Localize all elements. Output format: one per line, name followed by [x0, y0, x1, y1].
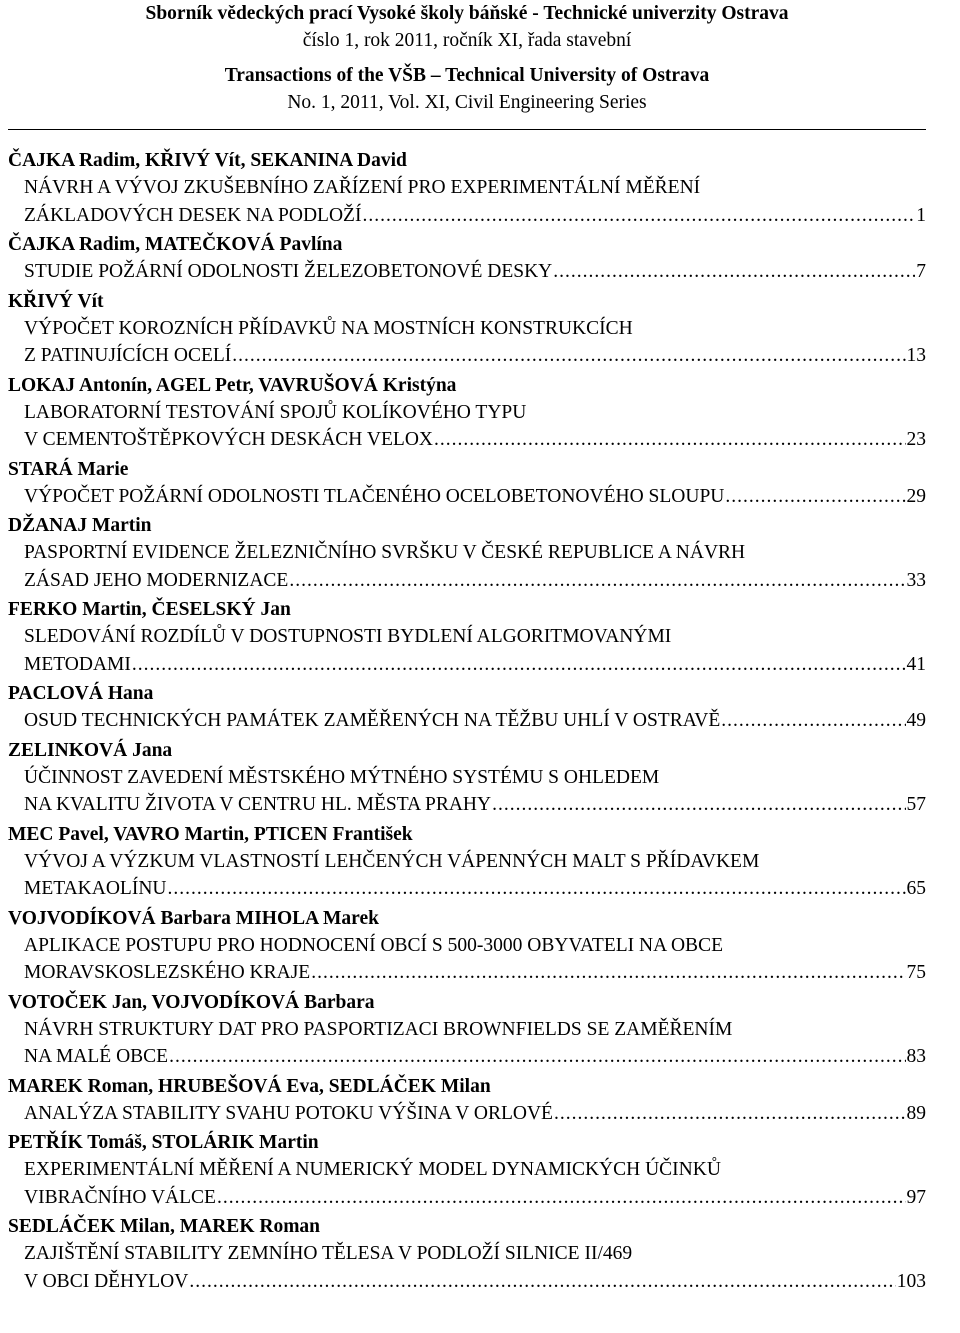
toc-entry-title-line: [8, 342, 926, 370]
toc-entry-page-number: 41: [906, 653, 926, 675]
toc-entry-title-text: OSUD TECHNICKÝCH PAMÁTEK ZAMĚŘENÝCH NA TĚŽBU UHLÍ V OSTRAVĚ: [24, 710, 721, 731]
toc-entry: [8, 1073, 926, 1128]
toc-entry-title-line: [8, 707, 926, 735]
toc-entry-title-line: NÁVRH A VÝVOJ ZKUŠEBNÍHO ZAŘÍZENÍ PRO EXPERIMENTÁLNÍ MĚŘENÍ: [24, 177, 701, 198]
toc-entry-page-number: 89: [906, 1102, 926, 1124]
toc-entry-title-line: PASPORTNÍ EVIDENCE ŽELEZNIČNÍHO SVRŠKU V ČESKÉ REPUBLICE A NÁVRH: [24, 542, 746, 563]
toc-entry-page-number: 65: [906, 878, 926, 899]
header-divider: [8, 129, 926, 130]
dot-leader: [168, 875, 906, 903]
toc-entry-title-line: LABORATORNÍ TESTOVÁNÍ SPOJŮ KOLÍKOVÉHO TYPU: [24, 401, 527, 423]
toc-entry-title-text: V CEMENTOŠTĚPKOVÝCH DESKÁCH VELOX: [24, 429, 433, 450]
toc-entry-title-line: [8, 1184, 926, 1212]
journal-header: [8, 0, 926, 116]
dot-leader: [289, 567, 905, 595]
toc-entry-page-number: 13: [906, 345, 926, 366]
toc-entry-authors: VOJVODÍKOVÁ Barbara MIHOLA Marek: [8, 907, 379, 929]
toc-entry-authors: PACLOVÁ Hana: [8, 683, 154, 704]
toc-entry-title-line: VÝPOČET KOROZNÍCH PŘÍDAVKŮ NA MOSTNÍCH KONSTRUKCÍCH: [24, 317, 633, 339]
dot-leader: [232, 342, 905, 370]
toc-entry: [8, 737, 926, 819]
dot-leader: [492, 791, 905, 819]
dot-leader: [169, 1043, 905, 1071]
toc-entry-title-line: [8, 1100, 926, 1128]
toc-entry-title-line: [8, 567, 926, 595]
toc-entry-authors: PETŘÍK Tomáš, STOLÁRIK Martin: [8, 1132, 319, 1153]
toc-entry-title-text: ZÁKLADOVÝCH DESEK NA PODLOŽÍ: [24, 204, 362, 226]
toc-entry-page-number: 49: [906, 710, 926, 731]
toc-entry: [8, 905, 926, 987]
toc-entry-page-number: 103: [896, 1270, 926, 1292]
toc-entry-title-line: VÝVOJ A VÝZKUM VLASTNOSTÍ LEHČENÝCH VÁPENNÝCH MALT S PŘÍDAVKEM: [24, 850, 760, 872]
toc-entry-title-line: [8, 959, 926, 987]
toc-entry: [8, 231, 926, 286]
dot-leader: [553, 258, 915, 286]
dot-leader: [132, 651, 906, 679]
toc-entry: [8, 1213, 926, 1295]
toc-entry-page-number: 97: [906, 1186, 926, 1208]
toc-entry-title-line: [8, 1268, 926, 1296]
toc-entry: [8, 989, 926, 1071]
toc-entry-title-text: VÝPOČET POŽÁRNÍ ODOLNOSTI TLAČENÉHO OCELOBETONOVÉHO SLOUPU: [24, 485, 725, 507]
journal-issue-cz: číslo 1, rok 2011, ročník XI, řada stavební: [302, 30, 632, 51]
toc-entry-title-line: ZAJIŠTĚNÍ STABILITY ZEMNÍHO TĚLESA V PODLOŽÍ SILNICE II/469: [24, 1243, 633, 1264]
toc-entry-authors: VOTOČEK Jan, VOJVODÍKOVÁ Barbara: [8, 991, 375, 1013]
dot-leader: [434, 426, 906, 454]
toc-entry-title-line: [8, 258, 926, 286]
table-of-contents: [8, 147, 926, 1295]
toc-entry-title-line: ÚČINNOST ZAVEDENÍ MĚSTSKÉHO MÝTNÉHO SYSTÉMU S OHLEDEM: [24, 766, 660, 788]
toc-entry-authors: ČAJKA Radim, MATEČKOVÁ Pavlína: [8, 234, 343, 255]
toc-entry-title-text: MORAVSKOSLEZSKÉHO KRAJE: [24, 962, 311, 983]
toc-entry-title-text: VIBRAČNÍHO VÁLCE: [24, 1186, 216, 1208]
toc-entry: [8, 372, 926, 454]
toc-entry-page-number: 1: [916, 204, 926, 226]
toc-entry-page-number: 23: [906, 429, 926, 450]
toc-entry-page-number: 75: [906, 962, 926, 983]
toc-entry-authors: STARÁ Marie: [8, 458, 129, 480]
toc-entry: [8, 456, 926, 511]
toc-entry-title-line: NÁVRH STRUKTURY DAT PRO PASPORTIZACI BROWNFIELDS SE ZAMĚŘENÍM: [24, 1018, 733, 1040]
toc-entry-page-number: 7: [916, 261, 926, 282]
dot-leader: [725, 483, 905, 511]
toc-entry-title-line: [8, 791, 926, 819]
toc-entry: [8, 821, 926, 903]
toc-entry-authors: KŘIVÝ Vít: [8, 290, 104, 312]
toc-entry-title-text: ANALÝZA STABILITY SVAHU POTOKU VÝŠINA V ORLOVÉ: [24, 1102, 553, 1124]
toc-entry: [8, 680, 926, 735]
dot-leader: [311, 959, 905, 987]
toc-entry-title-text: V OBCI DĚHYLOV: [24, 1270, 189, 1292]
dot-leader: [554, 1100, 906, 1128]
toc-entry-title-text: NA MALÉ OBCE: [24, 1046, 169, 1067]
toc-entry-title-line: SLEDOVÁNÍ ROZDÍLŮ V DOSTUPNOSTI BYDLENÍ ALGORITMOVANÝMI: [24, 626, 672, 647]
toc-entry-page-number: 83: [906, 1046, 926, 1067]
toc-entry-title-text: ZÁSAD JEHO MODERNIZACE: [24, 569, 289, 591]
dot-leader: [217, 1184, 906, 1212]
journal-issue-en: No. 1, 2011, Vol. XI, Civil Engineering Series: [287, 92, 647, 113]
toc-entry-title-line: [8, 1043, 926, 1071]
toc-entry-title-line: EXPERIMENTÁLNÍ MĚŘENÍ A NUMERICKÝ MODEL DYNAMICKÝCH ÚČINKŮ: [24, 1159, 721, 1180]
toc-entry-page-number: 33: [906, 569, 926, 591]
toc-entry-page-number: 57: [906, 794, 926, 815]
toc-entry-authors: FERKO Martin, ČESELSKÝ Jan: [8, 599, 291, 620]
toc-entry-title-line: [8, 426, 926, 454]
toc-entry-authors: SEDLÁČEK Milan, MAREK Roman: [8, 1216, 321, 1237]
toc-entry-title-line: [8, 202, 926, 230]
toc-entry-title-text: STUDIE POŽÁRNÍ ODOLNOSTI ŽELEZOBETONOVÉ DESKY: [24, 261, 553, 282]
toc-entry-authors: ČAJKA Radim, KŘIVÝ Vít, SEKANINA David: [8, 150, 407, 171]
toc-entry-authors: LOKAJ Antonín, AGEL Petr, VAVRUŠOVÁ Kristýna: [8, 374, 457, 396]
toc-entry: [8, 1129, 926, 1211]
toc-entry: [8, 512, 926, 594]
toc-entry-title-text: METODAMI: [24, 653, 131, 675]
toc-entry-title-line: [8, 651, 926, 679]
toc-entry-authors: MAREK Roman, HRUBEŠOVÁ Eva, SEDLÁČEK Milan: [8, 1075, 491, 1097]
toc-entry: [8, 596, 926, 678]
toc-entry: [8, 147, 926, 229]
toc-entry-authors: MEC Pavel, VAVRO Martin, PTICEN František: [8, 823, 413, 845]
toc-entry-title-text: NA KVALITU ŽIVOTA V CENTRU HL. MĚSTA PRAHY: [24, 794, 492, 815]
journal-title-cz: Sborník vědeckých prací Vysoké školy báňské - Technické univerzity Ostrava: [145, 3, 789, 24]
toc-entry: [8, 288, 926, 370]
dot-leader: [721, 707, 905, 735]
toc-entry-title-text: METAKAOLÍNU: [24, 878, 167, 899]
toc-entry-title-line: [8, 483, 926, 511]
toc-entry-title-text: Z PATINUJÍCÍCH OCELÍ: [24, 345, 232, 366]
toc-entry-title-line: APLIKACE POSTUPU PRO HODNOCENÍ OBCÍ S 500-3000 OBYVATELI NA OBCE: [24, 934, 723, 956]
toc-entry-page-number: 29: [906, 485, 926, 507]
dot-leader: [189, 1268, 895, 1296]
toc-entry-authors: DŽANAJ Martin: [8, 515, 152, 536]
toc-entry-title-line: [8, 875, 926, 903]
dot-leader: [362, 202, 915, 230]
journal-title-en: Transactions of the VŠB – Technical University of Ostrava: [224, 65, 710, 86]
toc-entry-authors: ZELINKOVÁ Jana: [8, 739, 173, 761]
